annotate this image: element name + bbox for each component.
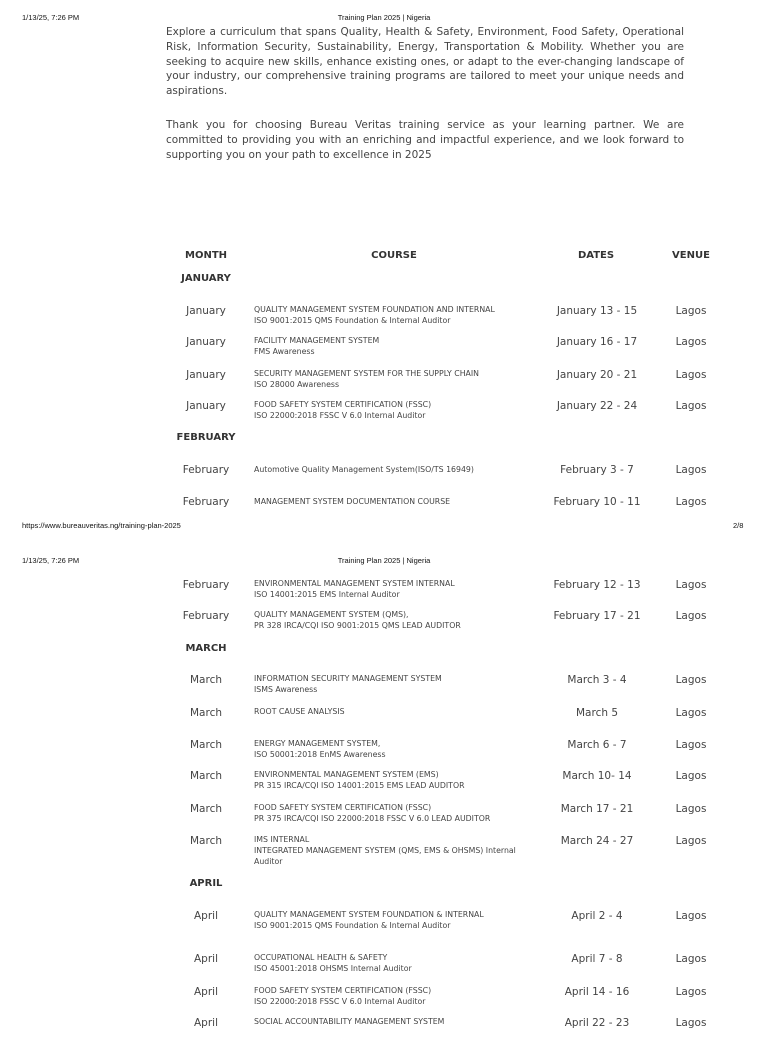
row-dates: January 13 - 15 bbox=[556, 305, 638, 317]
row-course: FACILITY MANAGEMENT SYSTEM FMS Awareness bbox=[254, 336, 380, 357]
row-course: ENVIRONMENTAL MANAGEMENT SYSTEM (EMS) PR 315 IRCA/CQI ISO 14001:2015 EMS LEAD AUDITOR bbox=[254, 770, 465, 791]
row-dates: March 5 bbox=[575, 707, 619, 719]
row-dates: April 7 - 8 bbox=[571, 953, 623, 965]
table-row bbox=[0, 986, 768, 1014]
row-venue: Lagos bbox=[675, 674, 707, 686]
row-dates: January 22 - 24 bbox=[556, 400, 638, 412]
row-month: January bbox=[186, 369, 226, 381]
row-course: SOCIAL ACCOUNTABILITY MANAGEMENT SYSTEM bbox=[254, 1017, 445, 1026]
row-course: QUALITY MANAGEMENT SYSTEM (QMS), PR 328 IRCA/CQI ISO 9001:2015 QMS LEAD AUDITOR bbox=[254, 610, 461, 631]
row-month: March bbox=[189, 803, 223, 815]
table-row bbox=[0, 674, 768, 702]
table-row bbox=[0, 579, 768, 607]
table-row bbox=[0, 369, 768, 397]
row-venue: Lagos bbox=[675, 464, 707, 476]
row-venue: Lagos bbox=[675, 305, 707, 317]
row-dates: February 17 - 21 bbox=[553, 610, 641, 622]
month-heading-april: APRIL bbox=[189, 878, 223, 889]
page-title: Training Plan 2025 | Nigeria bbox=[337, 13, 431, 22]
table-row bbox=[0, 496, 768, 524]
row-venue: Lagos bbox=[675, 1017, 707, 1029]
column-header-venue: VENUE bbox=[672, 250, 710, 261]
row-dates: March 3 - 4 bbox=[567, 674, 627, 686]
row-venue: Lagos bbox=[675, 610, 707, 622]
table-row bbox=[0, 910, 768, 938]
row-venue: Lagos bbox=[675, 835, 707, 847]
table-row bbox=[0, 835, 768, 867]
column-header-course: COURSE bbox=[371, 250, 417, 261]
row-venue: Lagos bbox=[675, 496, 707, 508]
row-course: OCCUPATIONAL HEALTH & SAFETY ISO 45001:2018 OHSMS Internal Auditor bbox=[254, 953, 412, 974]
table-row bbox=[0, 305, 768, 333]
thanks-paragraph: Thank you for choosing Bureau Veritas training service as your learning partner. We are committed to providing you with an enriching and impactful experience, and we look forward to supporting you on your path to excellence in 2025 bbox=[166, 119, 684, 161]
row-month: April bbox=[194, 910, 218, 922]
table-row bbox=[0, 707, 768, 735]
row-dates: February 10 - 11 bbox=[553, 496, 641, 508]
row-course: IMS INTERNAL INTEGRATED MANAGEMENT SYSTEM (QMS, EMS & OHSMS) Internal Auditor bbox=[254, 835, 516, 867]
table-row bbox=[0, 803, 768, 831]
row-month: March bbox=[189, 835, 223, 847]
row-month: January bbox=[186, 336, 226, 348]
row-course: FOOD SAFETY SYSTEM CERTIFICATION (FSSC) PR 375 IRCA/CQI ISO 22000:2018 FSSC V 6.0 LEAD AUDITOR bbox=[254, 803, 491, 824]
row-venue: Lagos bbox=[675, 369, 707, 381]
row-venue: Lagos bbox=[675, 400, 707, 412]
row-dates: April 2 - 4 bbox=[571, 910, 623, 922]
row-month: February bbox=[182, 496, 230, 508]
page-number: 2/8 bbox=[733, 521, 744, 530]
table-row bbox=[0, 400, 768, 428]
row-venue: Lagos bbox=[675, 986, 707, 998]
row-month: April bbox=[194, 1017, 218, 1029]
print-date: 1/13/25, 7:26 PM bbox=[22, 556, 80, 565]
row-month: March bbox=[189, 739, 223, 751]
row-course: QUALITY MANAGEMENT SYSTEM FOUNDATION & INTERNAL ISO 9001:2015 QMS Foundation & Internal Auditor bbox=[254, 910, 484, 931]
row-course: FOOD SAFETY SYSTEM CERTIFICATION (FSSC) ISO 22000:2018 FSSC V 6.0 Internal Auditor bbox=[254, 400, 432, 421]
row-dates: April 14 - 16 bbox=[564, 986, 630, 998]
intro-paragraph: Explore a curriculum that spans Quality, Health & Safety, Environment, Food Safety, Operational Risk, Information Security, Sustainability, Energy, Transportation & Mobility. Whether you are seeking to acquire new skills, enhance existing ones, or adapt to the ever-changing landscape of your industry, our comprehensive training programs are tailored to meet your unique needs and aspirations. bbox=[166, 26, 684, 98]
row-dates: January 20 - 21 bbox=[556, 369, 638, 381]
row-month: January bbox=[186, 305, 226, 317]
row-venue: Lagos bbox=[675, 770, 707, 782]
table-row bbox=[0, 739, 768, 767]
month-heading-february: FEBRUARY bbox=[176, 432, 236, 443]
row-venue: Lagos bbox=[675, 707, 707, 719]
row-venue: Lagos bbox=[675, 803, 707, 815]
row-dates: January 16 - 17 bbox=[556, 336, 638, 348]
row-course: MANAGEMENT SYSTEM DOCUMENTATION COURSE bbox=[254, 497, 451, 506]
row-dates: March 17 - 21 bbox=[560, 803, 634, 815]
row-venue: Lagos bbox=[675, 910, 707, 922]
row-month: March bbox=[189, 770, 223, 782]
row-venue: Lagos bbox=[675, 336, 707, 348]
row-venue: Lagos bbox=[675, 739, 707, 751]
month-heading-march: MARCH bbox=[185, 643, 227, 654]
table-row bbox=[0, 1017, 768, 1045]
page-url: https://www.bureauveritas.ng/training-plan-2025 bbox=[22, 521, 181, 530]
table-row bbox=[0, 336, 768, 364]
row-dates: March 10- 14 bbox=[562, 770, 632, 782]
row-course: ENVIRONMENTAL MANAGEMENT SYSTEM INTERNAL ISO 14001:2015 EMS Internal Auditor bbox=[254, 579, 455, 600]
row-month: March bbox=[189, 674, 223, 686]
row-course: Automotive Quality Management System(ISO/TS 16949) bbox=[254, 465, 474, 474]
print-date: 1/13/25, 7:26 PM bbox=[22, 13, 80, 22]
page-title: Training Plan 2025 | Nigeria bbox=[337, 556, 431, 565]
row-course: ENERGY MANAGEMENT SYSTEM, ISO 50001:2018 EnMS Awareness bbox=[254, 739, 386, 760]
row-dates: February 12 - 13 bbox=[553, 579, 641, 591]
table-row bbox=[0, 464, 768, 492]
table-row bbox=[0, 953, 768, 981]
row-course: INFORMATION SECURITY MANAGEMENT SYSTEM ISMS Awareness bbox=[254, 674, 442, 695]
row-dates: February 3 - 7 bbox=[560, 464, 634, 476]
row-month: April bbox=[194, 953, 218, 965]
row-month: February bbox=[182, 579, 230, 591]
row-venue: Lagos bbox=[675, 579, 707, 591]
row-month: March bbox=[189, 707, 223, 719]
row-course: ROOT CAUSE ANALYSIS bbox=[254, 707, 345, 716]
row-month: February bbox=[182, 610, 230, 622]
column-header-month: MONTH bbox=[184, 250, 228, 261]
table-row bbox=[0, 610, 768, 638]
row-month: February bbox=[182, 464, 230, 476]
row-course: SECURITY MANAGEMENT SYSTEM FOR THE SUPPLY CHAIN ISO 28000 Awareness bbox=[254, 369, 480, 390]
row-dates: March 6 - 7 bbox=[567, 739, 627, 751]
row-venue: Lagos bbox=[675, 953, 707, 965]
row-month: January bbox=[186, 400, 226, 412]
column-header-dates: DATES bbox=[577, 250, 615, 261]
row-course: FOOD SAFETY SYSTEM CERTIFICATION (FSSC) ISO 22000:2018 FSSC V 6.0 Internal Auditor bbox=[254, 986, 432, 1007]
month-heading-january: JANUARY bbox=[181, 273, 231, 284]
row-month: April bbox=[194, 986, 218, 998]
table-row bbox=[0, 770, 768, 798]
row-dates: April 22 - 23 bbox=[564, 1017, 630, 1029]
row-course: QUALITY MANAGEMENT SYSTEM FOUNDATION AND INTERNAL ISO 9001:2015 QMS Foundation & Internal Auditor bbox=[254, 305, 495, 326]
row-dates: March 24 - 27 bbox=[560, 835, 634, 847]
